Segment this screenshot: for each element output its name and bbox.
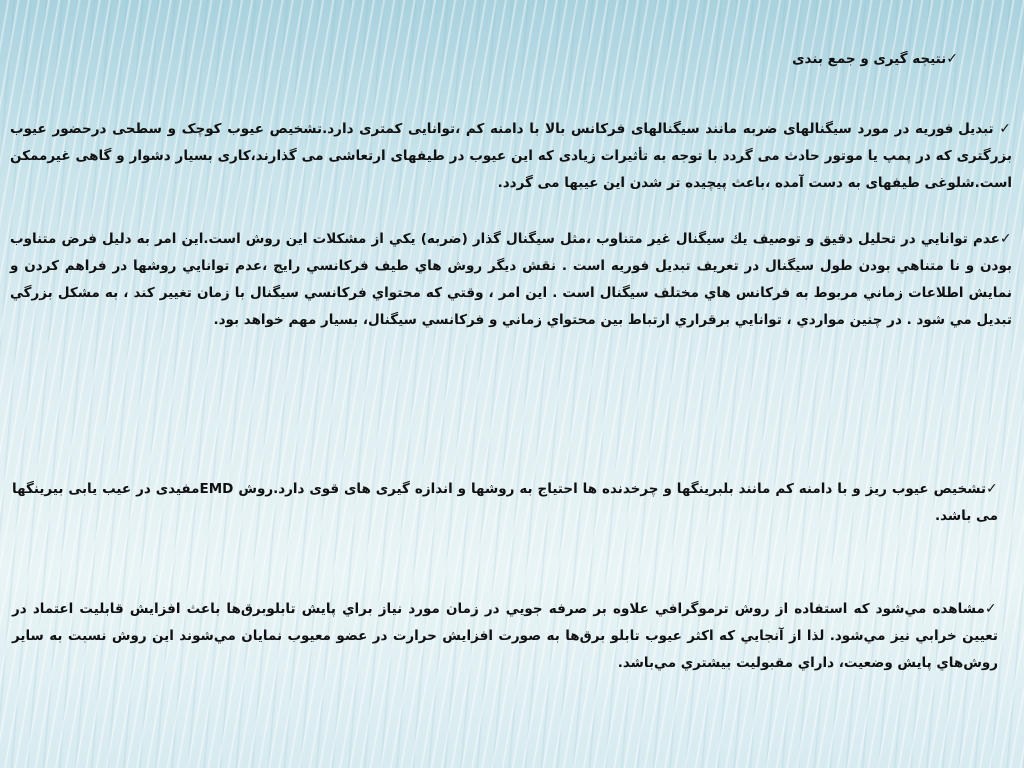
- paragraph-fourier-limitations: [10, 116, 1012, 197]
- checkmark-icon: ✓: [946, 51, 958, 67]
- checkmark-icon: ✓: [999, 121, 1012, 137]
- paragraph-thermography: [12, 596, 998, 677]
- paragraph-text: تشخیص عیوب ریز و با دامنه کم مانند بلبرینگها و چرخدنده ها احتیاج به روشها و اندازه گیری های قوی دارد.روش EMDمفیدی در عیب یابی بیرینگها می باشد.: [12, 481, 998, 524]
- paragraph-text: تبدیل فوریه در مورد سیگنالهای ضربه مانند سیگنالهای فرکانس بالا با دامنه کم ،توانایی کمتری دارد.تشخیص عیوب کوچک و سطحی درحضور عیوب بزرگتری که در پمپ یا موتور حادث می گردد با توجه به تأثیرات زیادی که این عیوب در طیفهای ارتعاشی می گذارند،کاری بسیار دشوار و گاهی غیرممکن است.شلوغی طیفهای به دست آمده ،باعث پیچیده تر شدن این عیبها می گردد.: [10, 121, 1012, 191]
- paragraph-emd-method: [12, 476, 998, 530]
- paragraph-text: مشاهده مي‌شود كه استفاده از روش ترموگرافي علاوه بر صرفه جويي در زمان مورد نياز براي پايش تابلوبرق‌ها باعث افزايش قابليت اعتماد در تعيين خرابي نيز مي‌شود. لذا از آنجايي كه اكثر عيوب تابلو برق‌ها به صورت افزايش حرارت در عضو معيوب نمايان مي‌شوند اين روش نسبت به ساير روش‌هاي پايش وضعيت، داراي مقبوليت بيشتري مي‌باشد.: [12, 601, 998, 671]
- slide-title-text: نتیجه گیری و جمع بندی: [792, 51, 947, 67]
- checkmark-icon: ✓: [999, 231, 1012, 247]
- paragraph-text: عدم توانايي در تحليل دقيق و توصيف يك سيگنال غير متناوب ،مثل سيگنال گذار (ضربه) يكي از مشكلات اين روش است.اين امر به دليل فرض متناوب بودن و نا متناهي بودن طول سيگنال در تعريف تبديل فوريه است . نقش ديگر روش هاي طيف فركانسي رايج ،عدم توانايي روشها در فراهم كردن و نمايش اطلاعات زماني مربوط به فركانس هاي مختلف سيگنال است . اين امر ، وقتي كه محتواي فركانسي سيگنال با زمان تغيير كند ، به مشكل بزرگي تبديل مي شود . در چنين مواردي ، توانايي برقراري ارتباط بين محتواي زماني و فركانسي سيگنال، بسيار مهم خواهد بود.: [10, 231, 1012, 328]
- checkmark-icon: ✓: [986, 481, 998, 497]
- checkmark-icon: ✓: [984, 601, 998, 617]
- paragraph-nonperiodic-signals: [10, 226, 1012, 334]
- slide-title: [792, 46, 958, 72]
